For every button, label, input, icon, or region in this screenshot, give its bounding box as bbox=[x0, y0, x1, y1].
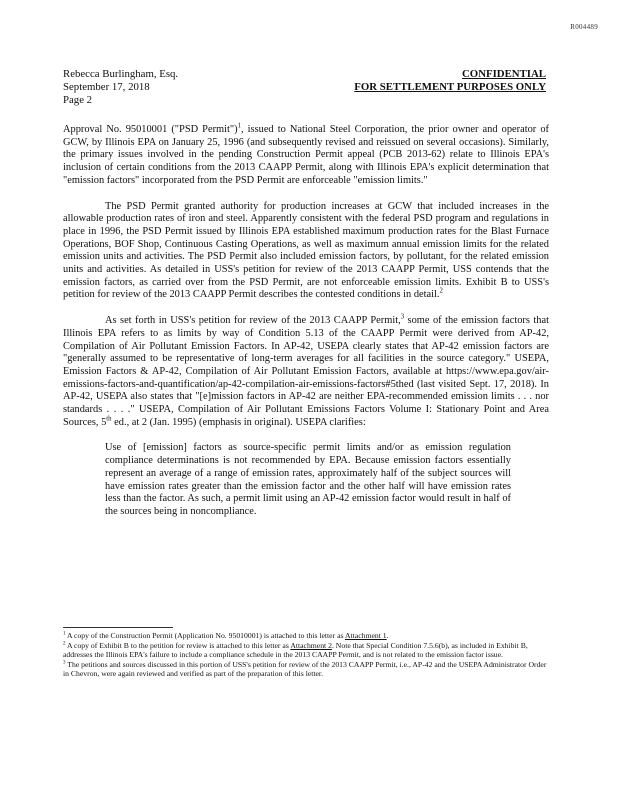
footnote-3: $^3$ The petitions and sources discussed in this portion of USS's petition for review of the 2013 CAAPP Permit, i.e., AP-42 and the USEPA Administrator Order in Chevron, were again reviewed and verified as part of the preparation of this letter. bbox=[63, 659, 547, 679]
confidential-label: CONFIDENTIAL bbox=[462, 68, 546, 80]
letter-header-left bbox=[63, 68, 178, 107]
footnotes bbox=[63, 631, 549, 679]
footnote-ref-1: 1 bbox=[237, 122, 241, 130]
paragraph-1: Approval No. 95010001 ("PSD Permit")$^1$, issued to National Steel Corporation, the prior owner and operator of GCW, by Illinois EPA on January 25, 1996 (and subsequently revised and reissued on several occasions). Similarly, the primary issues involved in the pending Construction Permit appeal (PCB 2013-62) relate to Illinois EPA's inclusion of certain conditions from the 2013 CAAPP Permit, along with Illinois EPA's explicit determination that "emission factors" incorporated from the PSD Permit are enforceable "emission limits." bbox=[63, 122, 549, 186]
attachment-2-ref: Attachment 2 bbox=[290, 640, 332, 650]
edition-superscript: th bbox=[106, 415, 112, 423]
letter-body bbox=[63, 124, 549, 519]
addressee-name: Rebecca Burlingham, Esq. bbox=[63, 68, 179, 80]
footnote-1: $^1$ A copy of the Construction Permit (Application No. 95010001) is attached to this letter as Attachment 1. bbox=[63, 631, 389, 640]
confidentiality-notice bbox=[354, 68, 546, 94]
footnote-ref-2: 2 bbox=[439, 287, 443, 295]
bates-number: R004489 bbox=[570, 23, 598, 31]
footnote-2: $^2$ A copy of Exhibit B to the petition for review is attached to this letter as Attachment 2. Note that Special Condition 7.5.6(b), as included in Exhibit B, addresses the Illinois EPA's failure to include a compliance schedule in the 2013 CAAPP Permit, and is not related to the emission factor issue. bbox=[63, 640, 528, 660]
paragraph-3: As set forth in USS's petition for review of the 2013 CAAPP Permit,$^3$ some of the emission factors that Illinois EPA refers to as limits by way of Condition 5.13 of the CAAPP Permit were derived from AP-42, Compilation of Air Pollutant Emission Factors. In AP-42, USEPA clearly states that AP-42 emission factors are "generally assumed to be representative of long-term averages for all facilities in the source category." USEPA, Emission Factors & AP-42, Compilation of Air Pollutant Emission Factors, available at https://www.epa.gov/air-emissions-factors-and-quantification/ap-42-compilation-air-emissions-factors#5thed (last visited Sept. 17, 2018). In AP-42, USEPA also states that "[e]mission factors in AP-42 are neither EPA-recommended emission limits . . . nor standards . . . ." USEPA, Compilation of Air Pollutant Emissions Factors Volume I: Stationary Point and Area Sources, 5th ed., at 2 (Jan. 1995) (emphasis in original). USEPA clarifies: bbox=[63, 313, 549, 428]
footnote-ref-3: 3 bbox=[400, 313, 405, 321]
block-quote: Use of [emission] factors as source-specific permit limits and/or as emission regulation compliance determinations is not recommended by EPA. Because emission factors essentially represent an average of a range of emission rates, approximately half of the subject sources will have emission rates greater than the emission factor and the other half will have emission rates less than the factor. As such, a permit limit using an AP-42 emission factor would result in half of the sources being in noncompliance. bbox=[105, 442, 511, 517]
attachment-1-ref: Attachment 1 bbox=[344, 631, 387, 640]
footnote-divider bbox=[63, 627, 173, 628]
page-number: Page 2 bbox=[63, 94, 93, 106]
paragraph-2: The PSD Permit granted authority for production increases at GCW that included increases in the allowable production rates of iron and steel. Apparently consistent with the federal PSD program and regulations in place in 1996, the PSD Permit issued by Illinois EPA established maximum production rates for the Blast Furnace Operations, BOF Shop, Continuous Casting Operations, as well as maximum annual emission limits for the related emission units and activities. The PSD Permit also included emission factors, by pollutant, for the related emission units and activities. As detailed in USS's petition for review of the 2013 CAAPP Permit, USS contends that the emission factors, as carried over from the PSD Permit, are not enforceable emission limits. Exhibit B to USS's petition for review of the 2013 CAAPP Permit describes the contested conditions in detail.$^2$ bbox=[63, 200, 549, 301]
letter-date: September 17, 2018 bbox=[63, 81, 150, 93]
settlement-label: FOR SETTLEMENT PURPOSES ONLY bbox=[354, 81, 546, 93]
